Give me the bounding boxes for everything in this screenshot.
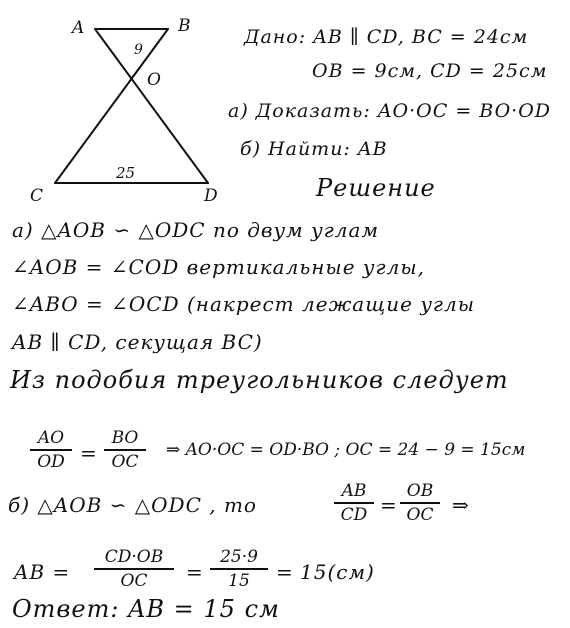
fraction-numerator: 25·9 <box>220 547 258 567</box>
fraction-denominator: CD <box>340 505 368 525</box>
fraction-ao-od <box>30 428 72 472</box>
fraction-bo-oc <box>104 428 146 472</box>
label-b: B <box>178 16 191 36</box>
label-a: A <box>72 18 85 38</box>
ab-calc-lhs: AB = <box>14 560 71 584</box>
label-c: C <box>30 186 44 206</box>
fraction-denominator: OC <box>120 571 148 591</box>
part-b-line: б) △AOB ∽ △ODC , то <box>8 493 257 517</box>
fraction-bar <box>210 568 268 570</box>
fraction-numerator: CD·OB <box>104 547 164 567</box>
equation-1-rest: ⇒ AO·OC = OD·BO ; OC = 24 − 9 = 15см <box>166 440 526 460</box>
part-a-line-2: ∠AOB = ∠COD вертикальные углы, <box>12 255 425 279</box>
fraction-denominator: OC <box>111 452 139 472</box>
given-line-2: OB = 9см, CD = 25см <box>312 60 548 82</box>
label-d: D <box>204 186 218 206</box>
part-a-line-1: а) △AOB ∽ △ODC по двум углам <box>12 218 380 242</box>
fraction-25-9-15 <box>210 547 268 591</box>
fraction-bar <box>30 449 72 451</box>
conclusion-line: Из подобия треугольников следует <box>10 366 509 394</box>
fraction-bar <box>94 568 174 570</box>
equals-sign: = <box>80 441 98 465</box>
label-o: O <box>147 70 161 90</box>
fraction-numerator: AO <box>37 428 65 448</box>
fraction-numerator: AB <box>341 481 367 501</box>
solution-heading: Решение <box>316 174 436 202</box>
fraction-numerator: BO <box>111 428 139 448</box>
fraction-denominator: OC <box>406 505 434 525</box>
implies-arrow: ⇒ <box>452 493 470 517</box>
equals-sign: = <box>380 493 398 517</box>
fraction-cd-ob-oc <box>94 547 174 591</box>
part-a-line-3: ∠ABO = ∠OCD (накрест лежащие углы <box>12 292 476 316</box>
fraction-ab-cd <box>334 481 374 525</box>
ab-calc-result: 15(см) <box>300 560 375 584</box>
part-a-line-4: AB ∥ CD, секущая BC) <box>12 330 263 354</box>
fraction-denominator: OD <box>37 452 65 472</box>
fraction-numerator: OB <box>406 481 434 501</box>
equals-sign: = <box>186 560 204 584</box>
fraction-ob-oc <box>400 481 440 525</box>
prove-line: а) Доказать: AO·OC = BO·OD <box>228 100 552 122</box>
fraction-bar <box>334 502 374 504</box>
label-25: 25 <box>116 164 136 182</box>
answer-line: Ответ: AB = 15 см <box>12 595 280 623</box>
fraction-bar <box>104 449 146 451</box>
fraction-denominator: 15 <box>228 571 250 591</box>
find-line: б) Найти: AB <box>240 138 388 160</box>
label-9: 9 <box>134 42 143 58</box>
given-line-1: Дано: AB ∥ CD, BC = 24см <box>244 26 529 48</box>
equals-sign: = <box>276 560 294 584</box>
fraction-bar <box>400 502 440 504</box>
